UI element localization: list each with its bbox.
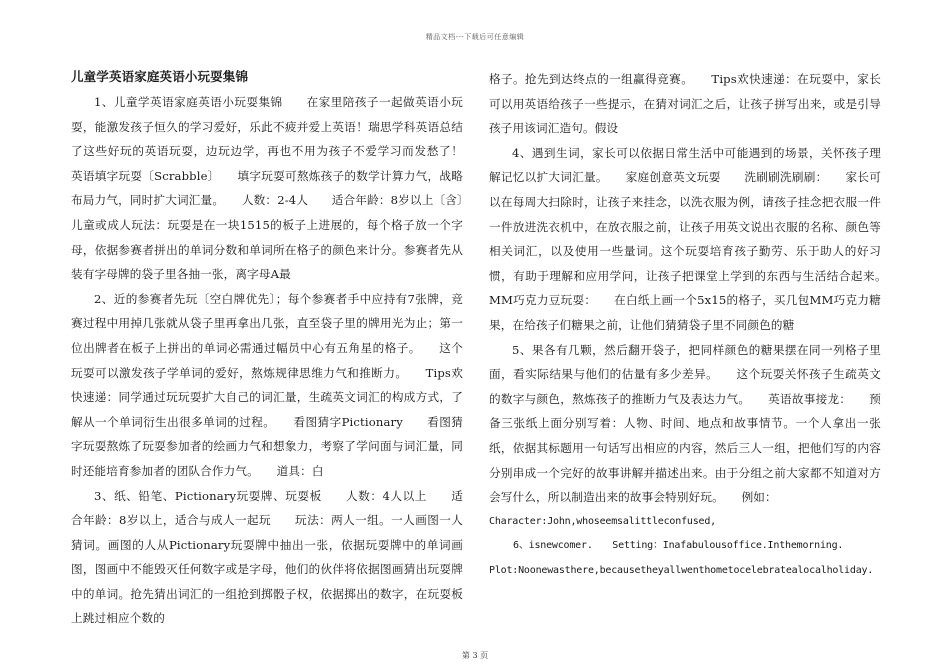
right-column <box>489 67 905 583</box>
left-column <box>71 67 487 631</box>
page-number: 第 3 页 <box>461 651 489 660</box>
paragraph: 5、果各有几颗，然后翻开袋子，把同样颜色的糖果摆在同一列格子里面，看实际结果与他们的估量有多少差异。 这个玩耍关怀孩子生疏英文的数字与颜色，熬炼孩子的推断力气及表达力气。 英语故事接龙： 预备三张纸上面分别写着：人物、时间、地点和故事情节。一个人拿出一张纸，依据其标题用一句话写出相应的内容，然后三人一组，把他们写的内容分别串成一个完好的故事讲解并描述出来。由于分组之前大家都不知道对方会写什么，所以制造出来的故事会特别好玩。 例如： <box>489 342 881 505</box>
example-setting-line: 6、isnewcomer. Setting：Inafabulousoffice.Inthemorning. <box>513 540 844 552</box>
example-plot-line: Plot:Noonewasthere,becausetheyallwenthometocelebratealocalholiday. <box>489 564 874 576</box>
paragraph: 4、遇到生词，家长可以依据日常生活中可能遇到的场景，关怀孩子理解记忆以扩大词汇量。 家庭创意英文玩耍 洗刷刷洗刷刷： 家长可以在每周大扫除时，让孩子来挂念，以洗衣服为例，请孩子挂念把衣服一件一件放进洗衣机中，在放衣服之前，让孩子用英文说出衣服的名称、颜色等相关词汇，以及使用一些量词。这个玩耍培育孩子勤劳、乐于助人的好习惯，有助于理解和应用学问，让孩子把课堂上学到的东西与生活结合起来。 MM巧克力豆玩耍： 在白纸上画一个5x15的格子，买几包MM巧克力糖果，在给孩子们糖果之前，让他们猜猜袋子里不同颜色的糖 <box>489 145 905 332</box>
paragraph: 1、儿童学英语家庭英语小玩耍集锦 在家里陪孩子一起做英语小玩耍，能激发孩子恒久的学习爱好，乐此不疲并爱上英语！瑞思学科英语总结了这些好玩的英语玩耍，边玩边学，再也不用为孩子不爱学习而发愁了！ 英语填字玩耍〔Scrabble〕 填字玩耍可熬炼孩子的数学计算力气，战略布局力气，同时扩大词汇量。 人数：2-4人 适合年龄：8岁以上〔含〕儿童或成人玩法：玩耍是在一块1515的板子上进展的，每个格子放一个字母，依据参赛者拼出的单词分数和单词所在格子的颜色来计分。参赛者先从装有字母牌的袋子里各抽一张，离字母A最 <box>71 95 487 282</box>
paragraph: 3、纸、铅笔、Pictionary玩耍牌、玩耍板 人数：4人以上 适合年龄：8岁以上，适合与成人一起玩 玩法：两人一组。一人画图一人猜词。画图的人从Pictionary玩耍牌中抽出一张，依据玩耍牌中的单词画图，图画中不能毁灭任何数字或是字母，他们的伙伴将依据图画猜出玩耍牌中的单词。抢先猜出词汇的一组抢到掷骰子权，依据掷出的数字，在玩耍板上跳过相应个数的 <box>71 488 463 626</box>
page-header: 精品文档---下载后可任意编辑 <box>425 33 525 41</box>
paragraph: 格子。抢先到达终点的一组赢得竞赛。 Tips欢快速递：在玩耍中，家长可以用英语给孩子一些提示，在猜对词汇之后，让孩子拼写出来，或是引导孩子用该词汇造句。假设 <box>489 72 881 136</box>
paragraph: 2、近的参赛者先玩〔空白牌优先〕；每个参赛者手中应持有7张牌，竞赛过程中用掉几张就从袋子里再拿出几张，直至袋子里的牌用光为止；第一位出牌者在板子上拼出的单词必需通过幅员中心有五角星的格子。 这个玩耍可以激发孩子学单词的爱好，熬炼规律思维力气和推断力。 Tips欢快速递：同学通过玩玩耍扩大自己的词汇量，生疏英文词汇的构成方式，了解从一个单词衍生出很多单词的过程。 看图猜字Pictionary 看图猜字玩耍熬炼了玩耍参加者的绘画力气和想象力，考察了学问面与词汇量，同时还能培育参加者的团队合作力气。 道具：白 <box>71 291 463 478</box>
example-character-line: Character:John,whoseemsalittleconfused, <box>489 515 716 527</box>
document-title: 儿童学英语家庭英语小玩耍集锦 <box>71 69 249 84</box>
